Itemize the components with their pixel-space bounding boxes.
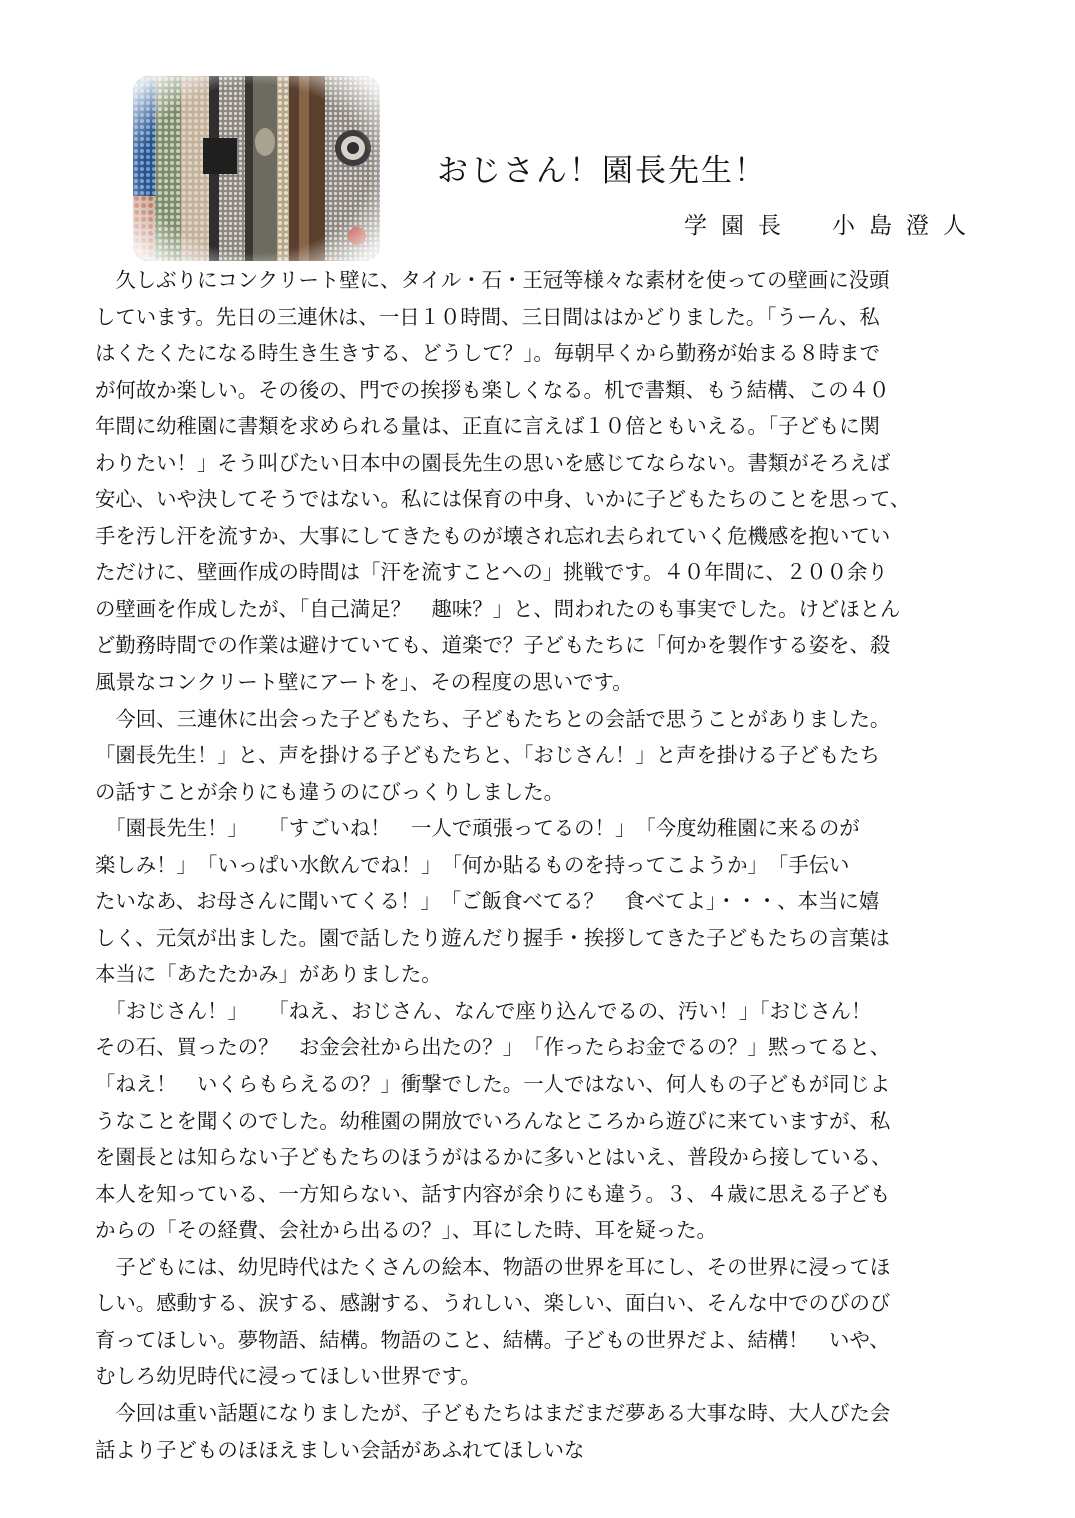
body-line: しています。先日の三連休は、一日１０時間、三日間ははかどりました。「うーん、私	[95, 304, 880, 329]
body-line: 年間に幼稚園に書類を求められる量は、正直に言えば１０倍ともいえる。「子どもに関	[95, 414, 881, 439]
body-line: 子どもには、幼児時代はたくさんの絵本、物語の世界を耳にし、その世界に浸ってほ	[95, 1254, 891, 1279]
body-line: からの「その経費、会社から出るの？」、耳にした時、耳を疑った。	[95, 1218, 717, 1243]
mosaic-mural-photo	[133, 76, 380, 261]
body-line: たいなあ、お母さんに聞いてくる！」 「ご飯食べてる？ 食べてよ」・・・、本当に嬉	[95, 889, 880, 914]
body-line: 話より子どものほほえましい会話があふれてほしいな	[95, 1437, 585, 1462]
body-line: 手を汚し汗を流すか、大事にしてきたものが壊され忘れ去られていく危機感を抱いてい	[95, 523, 891, 548]
body-line: の壁画を作成したが、「自己満足？ 趣味？」と、問われたのも事実でした。けどほとん	[95, 596, 901, 621]
body-line: 「ねえ！ いくらもらえるの？」衝撃でした。一人ではない、何人もの子どもが同じよ	[95, 1072, 891, 1097]
body-line: 本人を知っている、一方知らない、話す内容が余りにも違う。３、４歳に思える子ども	[95, 1181, 891, 1206]
body-line: 久しぶりにコンクリート壁に、タイル・石・王冠等様々な素材を使っての壁画に没頭	[95, 268, 890, 292]
body-line: 「おじさん！」 「ねえ、おじさん、なんで座り込んでるの、汚い！」「おじさん！	[95, 998, 872, 1023]
body-line: 風景なコンクリート壁にアートを」、その程度の思いです。	[95, 670, 633, 695]
body-line: ただけに、壁画作成の時間は「汗を流すことへの」挑戦です。４０年間に、２００余り	[95, 560, 888, 585]
body-line: 育ってほしい。夢物語、結構。物語のこと、結構。子どもの世界だよ、結構！ いや、	[95, 1327, 890, 1352]
body-line: 「園長先生！」 「すごいね！ 一人で頑張ってるの！」 「今度幼稚園に来るのが	[95, 816, 860, 841]
article-title: おじさん！園長先生！	[437, 153, 767, 189]
body-line: 今回、三連休に出会った子どもたち、子どもたちとの会話で思うことがありました。	[95, 706, 891, 731]
body-line: 本当に「あたたかみ」がありました。	[95, 962, 442, 987]
body-line: の話すことが余りにも違うのにびっくりしました。	[95, 779, 564, 804]
body-line: 安心、いや決してそうではない。私には保育の中身、いかに子どもたちのことを思って、	[95, 487, 911, 512]
body-line: が何故か楽しい。その後の、門での挨拶も楽しくなる。机で書類、もう結構、この４０	[95, 377, 890, 402]
body-line: むしろ幼児時代に浸ってほしい世界です。	[95, 1364, 481, 1389]
body-line: 「園長先生！」と、声を掛ける子どもたちと、「おじさん！」と声を掛ける子どもたち	[95, 743, 881, 768]
body-line: 今回は重い話題になりましたが、子どもたちはまだまだ夢ある大事な時、大人びた会	[95, 1400, 891, 1425]
body-line: ど勤務時間での作業は避けていても、道楽で？子どもたちに「何かを製作する姿を、殺	[95, 633, 891, 658]
body-line: わりたい！」そう叫びたい日本中の園長先生の思いを感じてならない。書類がそろえば	[95, 450, 891, 475]
body-line: 楽しみ！」 「いっぱい水飲んでね！」 「何か貼るものを持ってこようか」 「手伝い	[95, 852, 850, 877]
body-line: その石、買ったの？ お金会社から出たの？」 「作ったらお金でるの？」黙ってると、	[95, 1035, 891, 1060]
body-line: を園長とは知らない子どもたちのほうがはるかに多いとはいえ、普段から接している、	[95, 1145, 892, 1170]
body-line: しい。感動する、涙する、感謝する、うれしい、楽しい、面白い、そんな中でのびのび	[95, 1291, 891, 1316]
body-line: はくたくたになる時生き生きする、どうして？」。毎朝早くから勤務が始まる８時まで	[95, 341, 881, 366]
author-byline: 学園長 小島澄人	[684, 213, 980, 239]
body-line: うなことを聞くのでした。幼稚園の開放でいろんなところから遊びに来ていますが、私	[95, 1108, 891, 1133]
body-line: しく、元気が出ました。園で話したり遊んだり握手・挨拶してきた子どもたちの言葉は	[95, 925, 890, 950]
article-body	[95, 262, 983, 1468]
